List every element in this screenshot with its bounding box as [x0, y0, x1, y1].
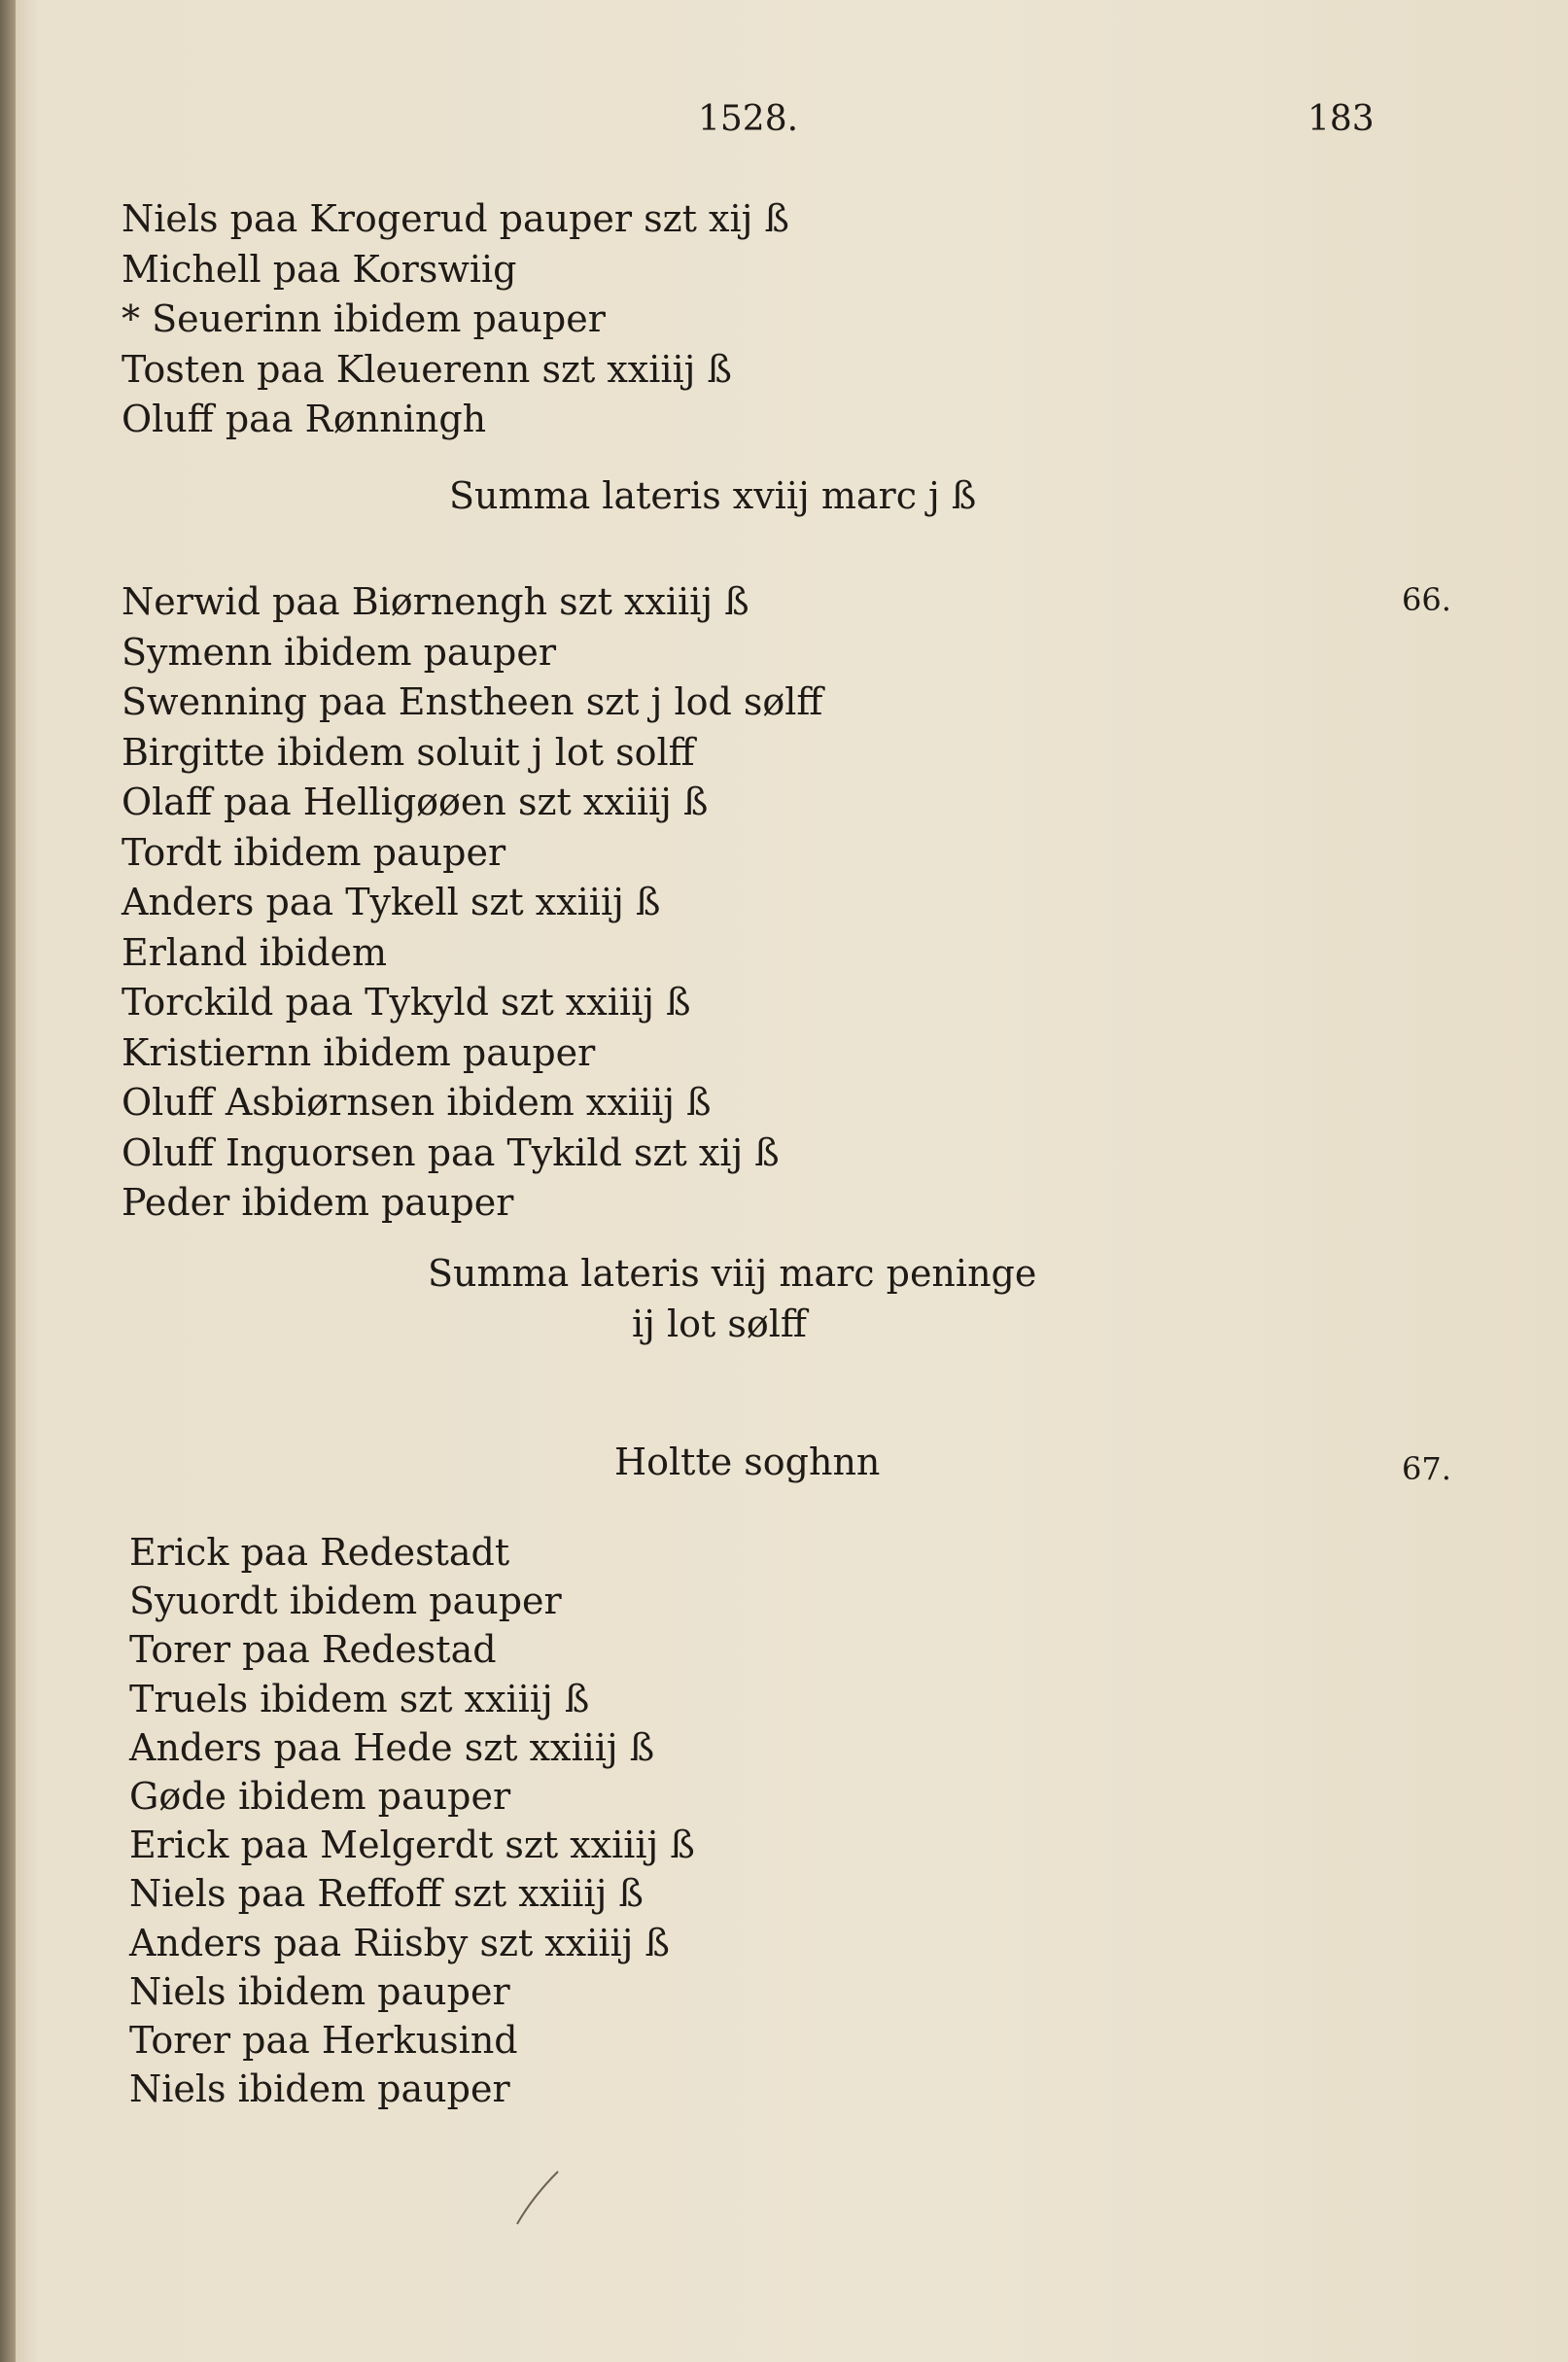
entry-line: Swenning paa Enstheen szt j lod sølff: [122, 680, 823, 723]
book-binding-edge: [0, 0, 16, 2362]
entry-line: Anders paa Tykell szt xxiiij ß: [122, 881, 661, 923]
entries-block-2: [122, 577, 822, 1229]
entry-line: Erick paa Redestadt: [129, 1531, 510, 1574]
entry-line: Symenn ibidem pauper: [122, 630, 557, 674]
entry-line: Niels paa Reffoff szt xxiiij ß: [129, 1872, 644, 1916]
page-number: 183: [1307, 99, 1375, 139]
entry-line: Niels ibidem pauper: [129, 1969, 510, 2013]
entry-line: Torckild paa Tykyld szt xxiiij ß: [122, 981, 691, 1024]
entries-block-1: [122, 194, 789, 445]
margin-note-67: 67.: [1402, 1450, 1451, 1487]
entry-line: * Seuerinn ibidem pauper: [122, 297, 606, 340]
entry-line: Nerwid paa Biørnengh szt xxiiij ß: [122, 580, 749, 623]
entry-line: Birgitte ibidem soluit j lot solff: [122, 730, 695, 774]
entry-line: Oluff Inguorsen paa Tykild szt xij ß: [122, 1130, 780, 1174]
entry-line: Niels ibidem pauper: [129, 2067, 510, 2111]
summa-lateris-2-line-1: Summa lateris viij marc peninge: [428, 1252, 1037, 1295]
entry-line: Erick paa Melgerdt szt xxiiij ß: [129, 1824, 695, 1867]
margin-note-66: 66.: [1402, 581, 1451, 618]
entry-line: Olaff paa Helligøøen szt xxiiij ß: [122, 781, 709, 823]
entry-line: Niels paa Krogerud pauper szt xij ß: [122, 197, 789, 240]
entry-line: Oluff paa Rønningh: [122, 398, 487, 440]
entry-line: Tordt ibidem pauper: [122, 830, 506, 874]
entry-line: Erland ibidem: [122, 930, 388, 974]
entry-line: Anders paa Hede szt xxiiij ß: [129, 1725, 655, 1769]
entry-line: Kristiernn ibidem pauper: [122, 1030, 596, 1074]
entry-line: Torer paa Herkusind: [129, 2018, 518, 2062]
entry-line: Peder ibidem pauper: [122, 1181, 514, 1224]
page-header-year: 1528.: [698, 99, 799, 139]
summa-lateris-1: Summa lateris xviij marc j ß: [449, 474, 977, 517]
entry-line: Torer paa Redestad: [129, 1628, 497, 1672]
section-heading: Holtte soghnn: [614, 1441, 881, 1483]
entry-line: Syuordt ibidem pauper: [129, 1580, 562, 1623]
pencil-mark: [513, 2168, 562, 2226]
entry-line: Michell paa Korswiig: [122, 247, 517, 291]
entry-line: Oluff Asbiørnsen ibidem xxiiij ß: [122, 1081, 712, 1124]
entry-line: Tosten paa Kleuerenn szt xxiiij ß: [122, 347, 732, 391]
entry-line: Anders paa Riisby szt xxiiij ß: [129, 1921, 670, 1964]
summa-lateris-2-line-2: ij lot sølff: [632, 1303, 807, 1345]
entry-line: Gøde ibidem pauper: [129, 1774, 511, 1818]
entry-line: Truels ibidem szt xxiiij ß: [129, 1677, 590, 1720]
entries-block-3: [129, 1528, 695, 2113]
